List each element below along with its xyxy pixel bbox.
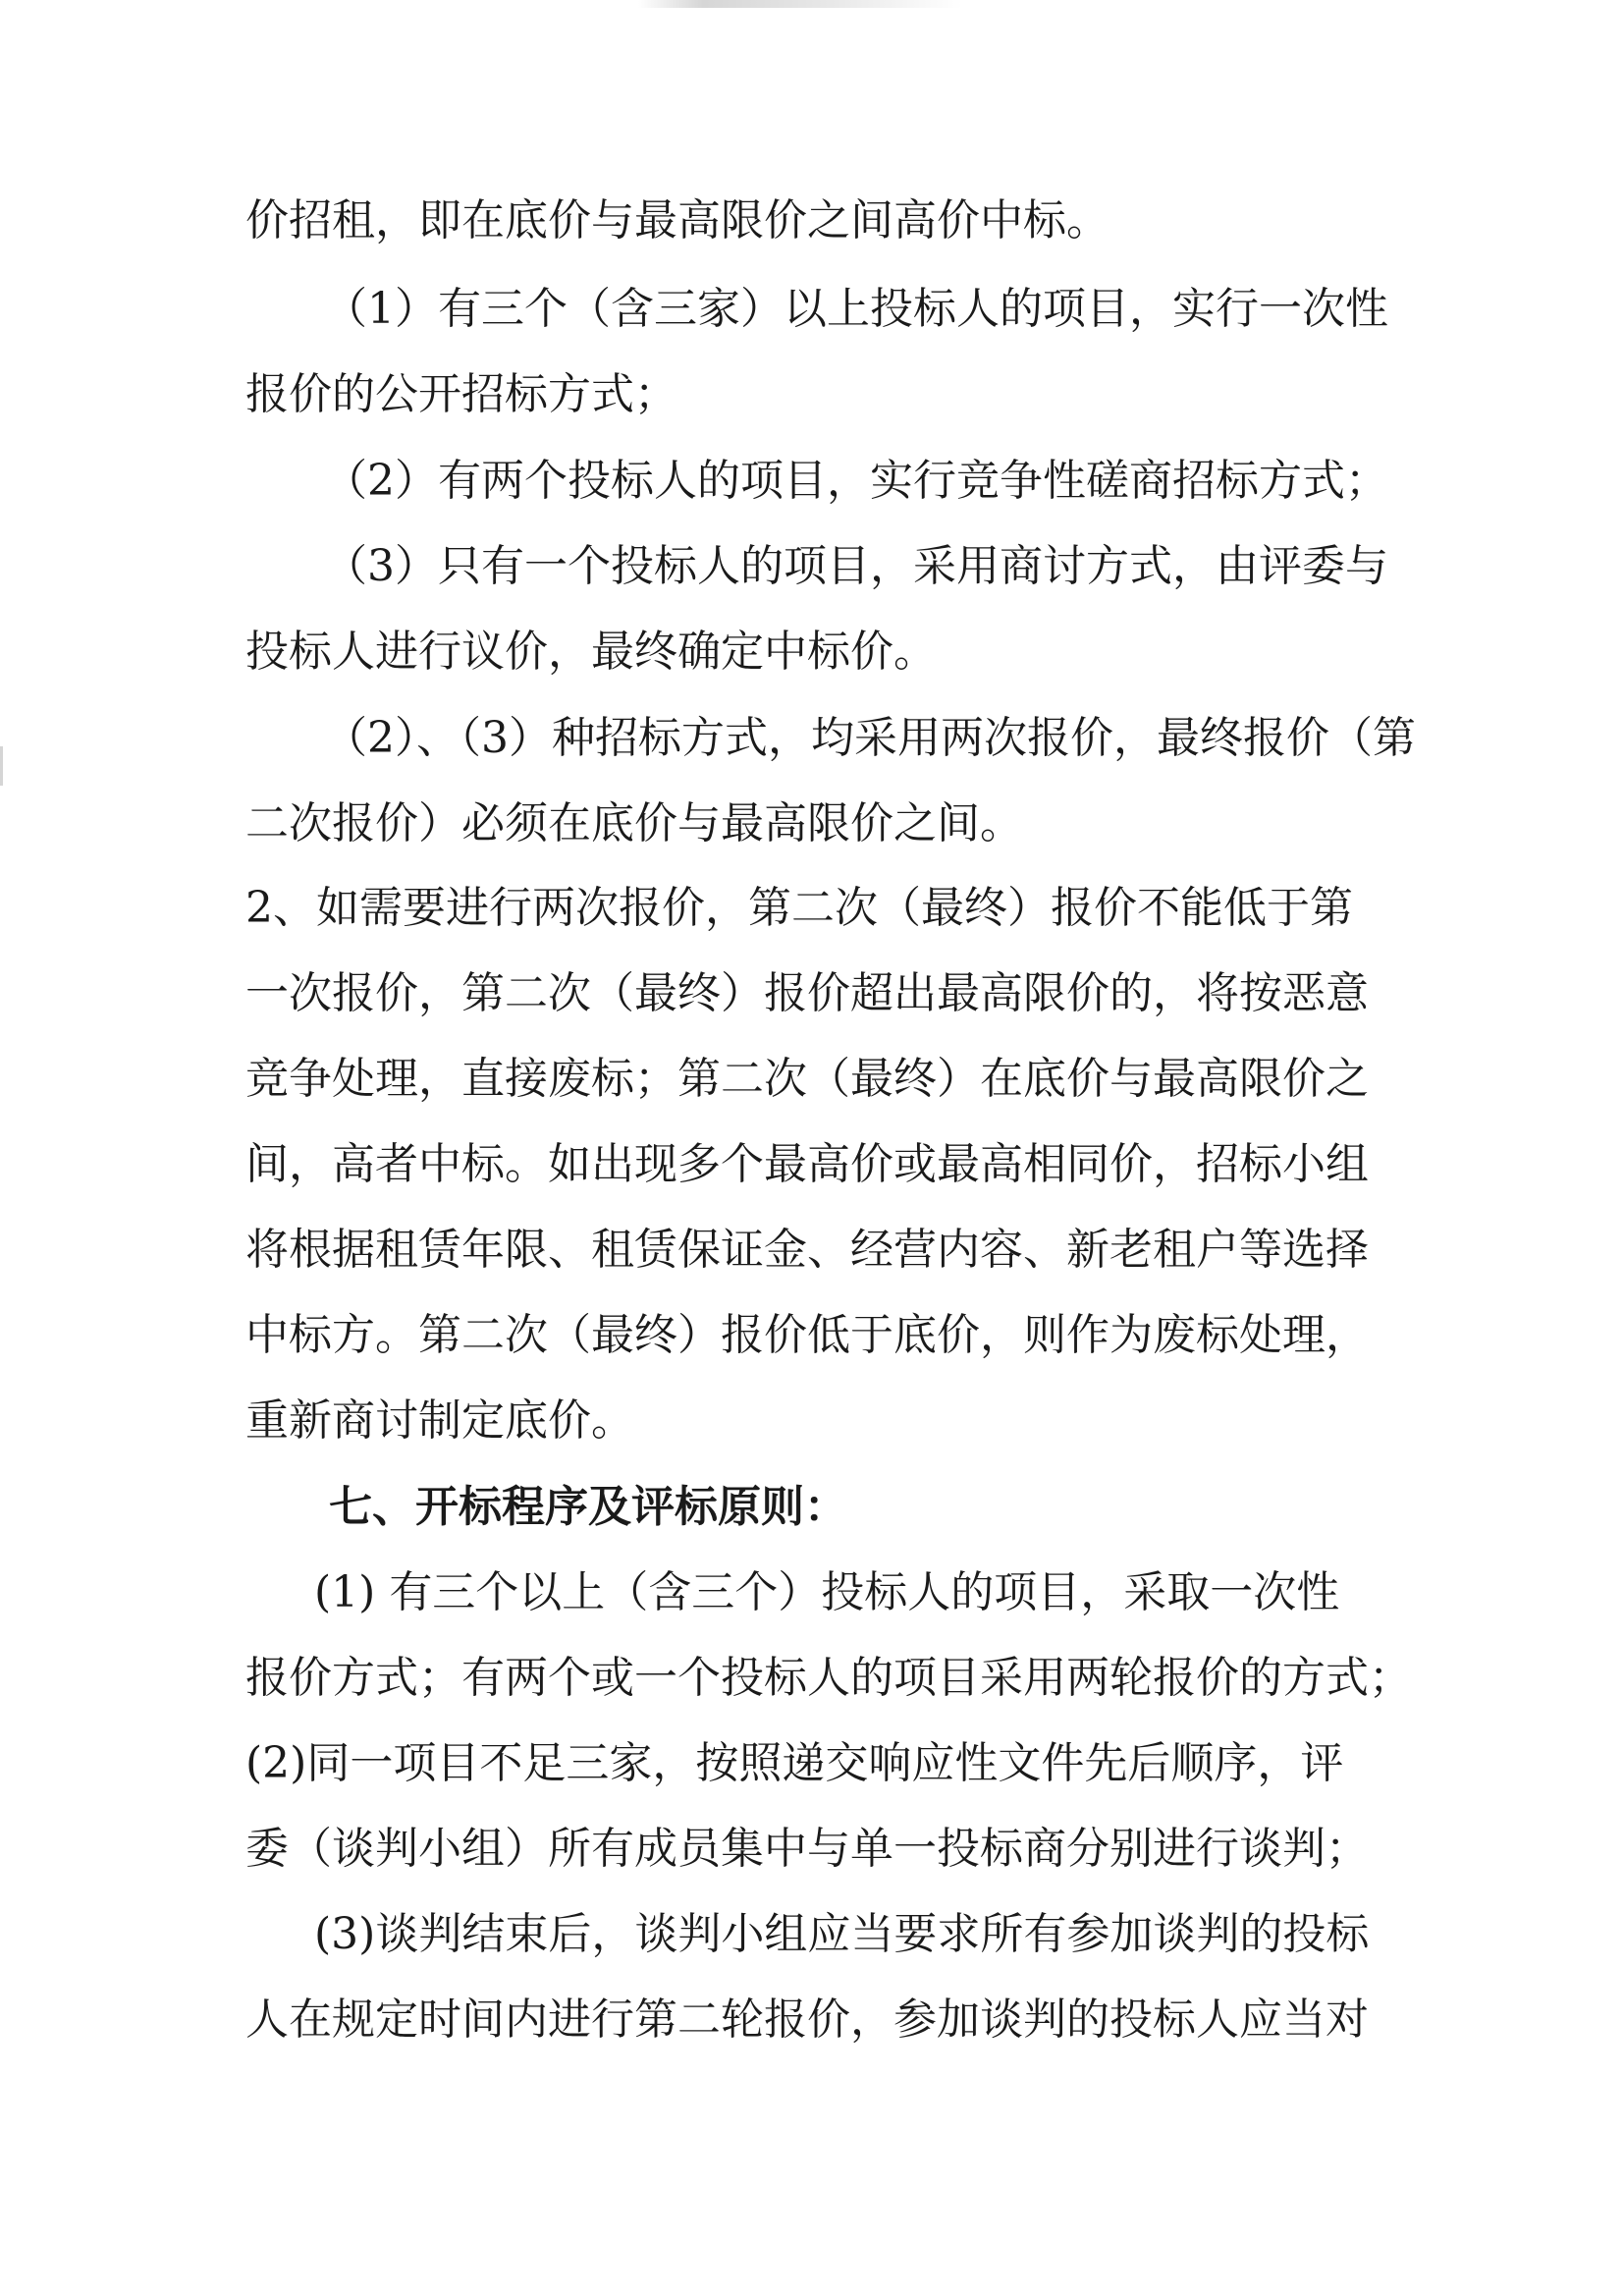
- text-line-4: （2）有两个投标人的项目，实行竞争性磋商招标方式；: [324, 456, 1388, 506]
- scan-edge-artifact: [0, 746, 3, 786]
- text-line-17: (1) 有三个以上（含三个）投标人的项目，采取一次性: [314, 1567, 1340, 1617]
- text-line-19: (2)同一项目不足三家，按照递交响应性文件先后顺序，评: [245, 1738, 1344, 1788]
- text-line-13: 将根据租赁年限、租赁保证金、经营内容、新老租户等选择: [245, 1225, 1369, 1275]
- text-line-3: 报价的公开招标方式；: [245, 369, 677, 419]
- text-line-6: 投标人进行议价，最终确定中标价。: [245, 627, 937, 677]
- section-heading-7: 七、开标程序及评标原则：: [329, 1482, 847, 1532]
- text-line-21: (3)谈判结束后，谈判小组应当要求所有参加谈判的投标: [314, 1909, 1370, 1959]
- scan-artifact: [638, 0, 962, 8]
- text-line-1: 价招租，即在底价与最高限价之间高价中标。: [245, 195, 1109, 246]
- text-line-9: 2、如需要进行两次报价，第二次（最终）报价不能低于第: [245, 883, 1353, 933]
- text-line-18: 报价方式；有两个或一个投标人的项目采用两轮报价的方式；: [245, 1653, 1412, 1703]
- text-line-14: 中标方。第二次（最终）报价低于底价，则作为废标处理，: [245, 1310, 1369, 1360]
- text-line-20: 委（谈判小组）所有成员集中与单一投标商分别进行谈判；: [245, 1824, 1369, 1874]
- text-line-5: （3）只有一个投标人的项目，采用商讨方式，由评委与: [324, 541, 1388, 591]
- text-line-12: 间，高者中标。如出现多个最高价或最高相同价，招标小组: [245, 1139, 1369, 1189]
- text-line-2: （1）有三个（含三家）以上投标人的项目，实行一次性: [324, 284, 1388, 334]
- text-line-22: 人在规定时间内进行第二轮报价，参加谈判的投标人应当对: [245, 1995, 1369, 2045]
- text-line-15: 重新商讨制定底价。: [245, 1395, 634, 1446]
- text-line-7: （2）、（3）种招标方式，均采用两次报价，最终报价（第: [324, 713, 1416, 763]
- text-line-8: 二次报价）必须在底价与最高限价之间。: [245, 798, 1023, 848]
- text-line-10: 一次报价，第二次（最终）报价超出最高限价的，将按恶意: [245, 968, 1369, 1018]
- text-line-11: 竞争处理，直接废标；第二次（最终）在底价与最高限价之: [245, 1054, 1369, 1104]
